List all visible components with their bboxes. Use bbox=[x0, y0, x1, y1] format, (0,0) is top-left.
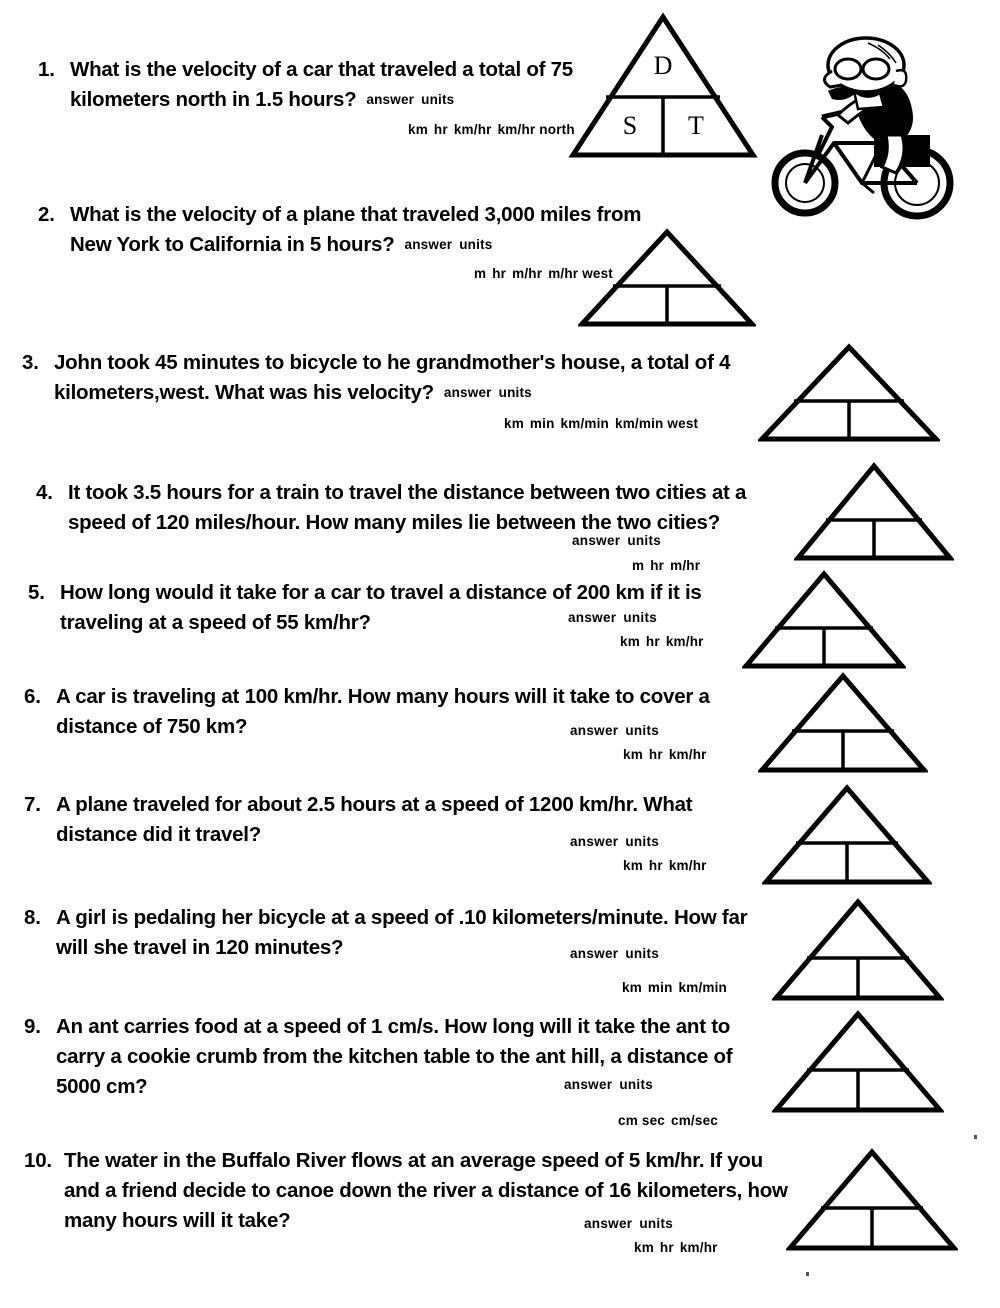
question-line: kilometers,west. What was his velocity? answer units bbox=[54, 381, 532, 404]
question-number: 10. bbox=[24, 1149, 52, 1172]
formula-triangle-6 bbox=[758, 672, 928, 774]
formula-triangle-9 bbox=[772, 1010, 944, 1114]
formula-triangle-10 bbox=[786, 1148, 958, 1252]
formula-triangle-4 bbox=[794, 462, 954, 562]
scan-speck bbox=[806, 1272, 809, 1276]
unit-words-10: km hr km/hr bbox=[634, 1240, 718, 1255]
scan-speck bbox=[974, 1135, 977, 1139]
formula-triangle-3 bbox=[758, 343, 940, 443]
question-number: 6. bbox=[24, 685, 41, 708]
question-number: 5. bbox=[28, 581, 45, 604]
formula-triangle-2 bbox=[578, 228, 756, 328]
question-text bbox=[64, 1146, 788, 1236]
answer-units-label-4: answer units bbox=[572, 533, 662, 548]
unit-words-5: km hr km/hr bbox=[620, 634, 704, 649]
question-text bbox=[68, 478, 746, 538]
unit-words-1: km hr km/hr km/hr north bbox=[408, 122, 575, 137]
question-line: kilometers north in 1.5 hours? answer units bbox=[70, 88, 455, 111]
question-number: 7. bbox=[24, 793, 41, 816]
formula-triangle-7 bbox=[762, 784, 932, 886]
formula-triangle-5 bbox=[742, 570, 906, 670]
question-text bbox=[70, 200, 641, 262]
answer-units-label-10: answer units bbox=[584, 1216, 674, 1231]
question-line: speed of 120 miles/hour. How many miles lie between the two cities? bbox=[68, 511, 720, 534]
answer-units-label: answer units bbox=[404, 237, 493, 252]
question-line: What is the velocity of a plane that traveled 3,000 miles from bbox=[70, 203, 642, 226]
question-line: traveling at a speed of 55 km/hr? bbox=[60, 611, 371, 634]
formula-triangle-8 bbox=[772, 898, 944, 1002]
question-line: distance of 750 km? bbox=[56, 715, 248, 738]
unit-words-4: m hr m/hr bbox=[632, 558, 701, 573]
question-number: 9. bbox=[24, 1015, 41, 1038]
question-line: How long would it take for a car to travel a distance of 200 km if it is bbox=[60, 581, 702, 604]
question-line: New York to California in 5 hours? answer units bbox=[70, 233, 493, 256]
unit-words-6: km hr km/hr bbox=[623, 747, 707, 762]
question-line: An ant carries food at a speed of 1 cm/s. How long will it take the ant to bbox=[56, 1015, 731, 1038]
question-line: It took 3.5 hours for a train to travel the distance between two cities at a bbox=[68, 481, 747, 504]
cyclist-cartoon-illustration bbox=[762, 35, 972, 225]
question-line: The water in the Buffalo River flows at an average speed of 5 km/hr. If you bbox=[64, 1149, 763, 1172]
answer-units-label-7: answer units bbox=[570, 834, 660, 849]
answer-units-label-8: answer units bbox=[570, 946, 660, 961]
answer-units-label: answer units bbox=[443, 385, 532, 400]
unit-words-8: km min km/min bbox=[622, 980, 727, 995]
question-number: 2. bbox=[38, 203, 55, 226]
question-number: 4. bbox=[36, 481, 53, 504]
answer-units-label: answer units bbox=[366, 92, 455, 107]
question-line: will she travel in 120 minutes? bbox=[56, 936, 344, 959]
question-line: carry a cookie crumb from the kitchen table to the ant hill, a distance of bbox=[56, 1045, 733, 1068]
unit-words-2: m hr m/hr m/hr west bbox=[474, 266, 614, 281]
triangle-label-d: D bbox=[653, 51, 673, 80]
answer-units-label-6: answer units bbox=[570, 723, 660, 738]
answer-units-label-5: answer units bbox=[568, 610, 658, 625]
question-line: A car is traveling at 100 km/hr. How many hours will it take to cover a bbox=[56, 685, 710, 708]
unit-words-3: km min km/min km/min west bbox=[504, 416, 699, 431]
answer-units-label-9: answer units bbox=[564, 1077, 654, 1092]
question-number: 8. bbox=[24, 906, 41, 929]
question-line: and a friend decide to canoe down the river a distance of 16 kilometers, how bbox=[64, 1179, 788, 1202]
question-line: distance did it travel? bbox=[56, 823, 261, 846]
triangle-label-t: T bbox=[688, 111, 704, 140]
unit-words-7: km hr km/hr bbox=[623, 858, 707, 873]
question-line: A plane traveled for about 2.5 hours at a speed of 1200 km/hr. What bbox=[56, 793, 693, 816]
question-line: John took 45 minutes to bicycle to he grandmother's house, a total of 4 bbox=[54, 351, 731, 374]
question-text bbox=[54, 348, 730, 410]
question-line: A girl is pedaling her bicycle at a speed of .10 kilometers/minute. How far bbox=[56, 906, 748, 929]
question-text bbox=[70, 55, 573, 117]
question-text bbox=[60, 578, 702, 638]
triangle-label-s: S bbox=[622, 111, 638, 140]
question-line: What is the velocity of a car that traveled a total of 75 bbox=[70, 58, 573, 81]
unit-words-9: cm sec cm/sec bbox=[618, 1113, 718, 1128]
question-number: 3. bbox=[22, 351, 39, 374]
question-line: many hours will it take? bbox=[64, 1209, 291, 1232]
question-number: 1. bbox=[38, 58, 55, 81]
formula-triangle-1 bbox=[568, 12, 758, 160]
question-line: 5000 cm? bbox=[56, 1075, 148, 1098]
